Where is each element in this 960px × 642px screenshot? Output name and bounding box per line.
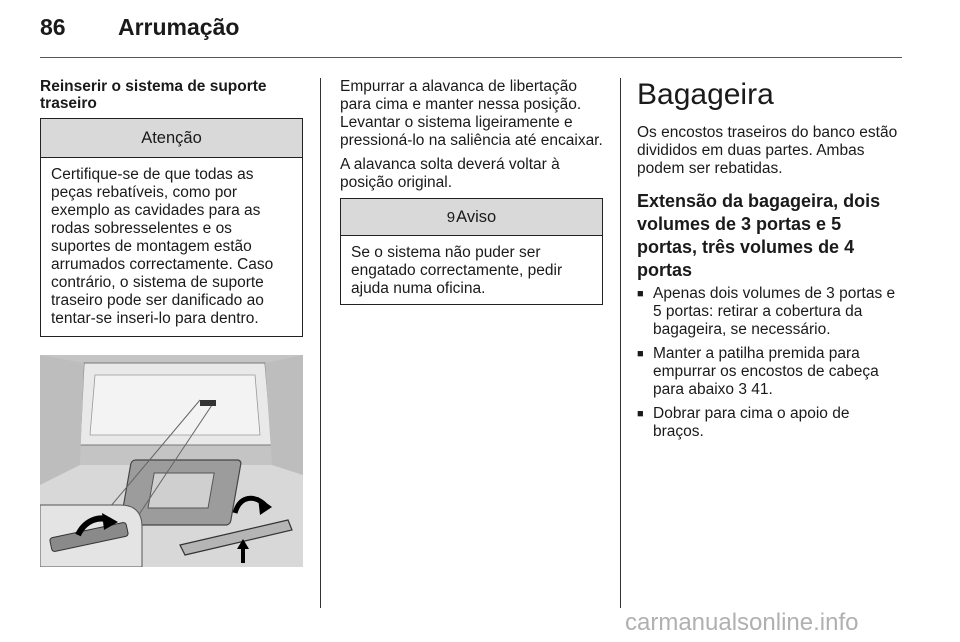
warning-box [340,198,603,305]
warning-header [341,199,602,236]
page-number: 86 [40,14,66,40]
list-item: ■ Apenas dois volumes de 3 portas e 5 portas: retirar a cobertura da bagageira, se necessário. [637,285,902,339]
left-tail-panel [40,355,84,485]
instruction-list [637,285,902,441]
caution-title: Atenção [41,119,302,158]
section-heading-reinsert: Reinserir o sistema de suporte traseiro [40,78,267,112]
subsection-title: Extensão da bagageira, dois volumes de 3 portas e 5 portas, três volumes de 4 portas [637,191,881,280]
column-divider-1 [320,78,321,608]
column-2 [340,78,603,305]
caution-box [40,118,303,337]
instruction-paragraph-2: A alavanca solta deverá voltar à posição original. [340,156,560,191]
release-lever [200,400,216,406]
caution-text: Certifique-se de que todas as peças rebatíveis, como por exemplo as cavidades para as rodas sobresselentes e os suportes de montagem estão arrumados correctamente. Caso contrário, o sistema de suporte traseiro pode ser danificado ao tentar-se inseri-lo para dentro. [51,166,274,327]
page-ref-icon: 3 [738,381,747,398]
page-title: Arrumação [118,14,240,40]
list-item: ■ Manter a patilha premida para empurrar os encostos de cabeça para abaixo 3 41. [637,345,902,399]
page-reference[interactable]: 41. [751,381,773,398]
warning-text: Se o sistema não puder ser engatado correctamente, pedir ajuda numa oficina. [351,244,563,297]
warning-triangle-icon: 9 [446,209,456,226]
rear-carrier-illustration [40,355,303,567]
warning-title: Aviso [456,208,497,226]
instruction-paragraph-1: Empurrar a alavanca de libertação para cima e manter nessa posição. Levantar o sistema ligeiramente e pressioná-lo na saliência até encaixar. [340,78,603,149]
column-divider-2 [620,78,621,608]
intro-paragraph: Os encostos traseiros do banco estão divididos em duas partes. Ambas podem ser rebatidas. [637,124,898,177]
section-title-bagageira: Bagageira [637,78,774,111]
header-rule [40,57,902,58]
carrier-mount [148,473,214,508]
page-header [40,14,902,58]
watermark: carmanualsonline.info [625,609,859,636]
column-3 [637,78,902,447]
list-item: ■ Dobrar para cima o apoio de braços. [637,405,902,441]
column-1 [40,78,303,337]
load-floor [90,375,260,435]
